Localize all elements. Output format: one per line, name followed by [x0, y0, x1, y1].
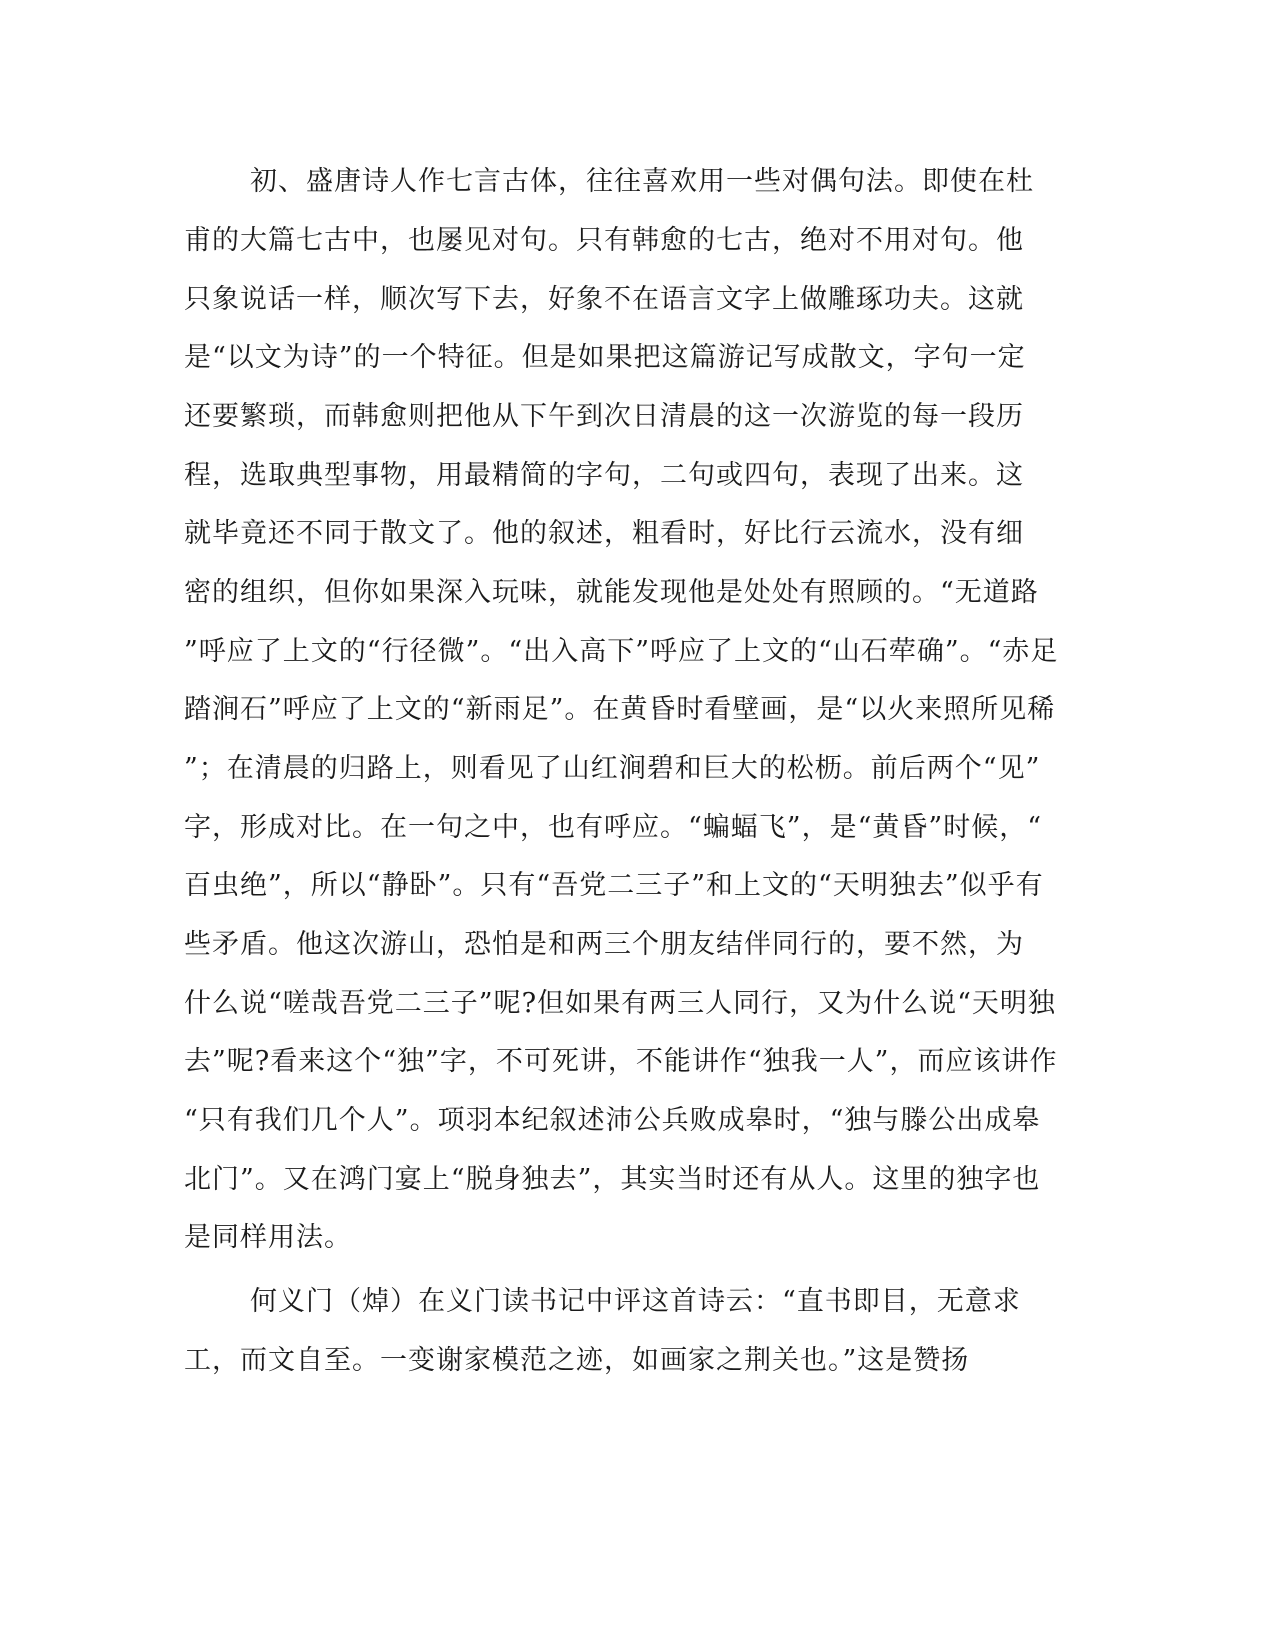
paragraph-1-line-18: 北门”。又在鸿门宴上“脱身独去”，其实当时还有从人。这里的独字也 — [184, 1164, 1041, 1195]
paragraph-1-line-5: 还要繁琐，而韩愈则把他从下午到次日清晨的这一次游览的每一段历 — [184, 401, 1024, 432]
paragraph-1-line-12: 字，形成对比。在一句之中，也有呼应。“蝙蝠飞”，是“黄昏”时候，“ — [184, 812, 1043, 843]
paragraph-1-line-17: “只有我们几个人”。项羽本纪叙述沛公兵败成皋时，“独与滕公出成皋 — [184, 1105, 1041, 1136]
paragraph-1-line-13: 百虫绝”，所以“静卧”。只有“吾党二三子”和上文的“天明独去”似乎有 — [184, 870, 1044, 901]
paragraph-1-line-15: 什么说“嗟哉吾党二三子”呢?但如果有两三人同行，又为什么说“天明独 — [184, 988, 1056, 1019]
paragraph-1-line-10: 踏涧石”呼应了上文的“新雨足”。在黄昏时看壁画，是“以火来照所见稀 — [184, 694, 1056, 725]
paragraph-1-line-9: ”呼应了上文的“行径微”。“出入高下”呼应了上文的“山石荦确”。“赤足 — [184, 636, 1059, 667]
paragraph-1-line-16: 去”呢?看来这个“独”字，不可死讲，不能讲作“独我一人”，而应该讲作 — [184, 1046, 1058, 1077]
paragraph-1-line-2: 甫的大篇七古中，也屡见对句。只有韩愈的七古，绝对不用对句。他 — [184, 225, 1024, 256]
paragraph-2-line-1: 何义门（焯）在义门读书记中评这首诗云：“直书即目，无意求 — [250, 1286, 1021, 1317]
paragraph-1-line-7: 就毕竟还不同于散文了。他的叙述，粗看时，好比行云流水，没有细 — [184, 518, 1024, 549]
paragraph-1-line-19: 是同样用法。 — [184, 1222, 352, 1253]
paragraph-1-line-14: 些矛盾。他这次游山，恐怕是和两三个朋友结伴同行的，要不然，为 — [184, 929, 1024, 960]
paragraph-1-line-8: 密的组织，但你如果深入玩味，就能发现他是处处有照顾的。“无道路 — [184, 577, 1039, 608]
paragraph-1-line-3: 只象说话一样，顺次写下去，好象不在语言文字上做雕琢功夫。这就 — [184, 284, 1024, 315]
paragraph-1-line-4: 是“以文为诗”的一个特征。但是如果把这篇游记写成散文，字句一定 — [184, 342, 1026, 373]
paragraph-2-line-2: 工，而文自至。一变谢家模范之迹，如画家之荆关也。”这是赞扬 — [184, 1345, 970, 1376]
paragraph-1-line-1: 初、盛唐诗人作七言古体，往往喜欢用一些对偶句法。即使在杜 — [250, 166, 1034, 197]
paragraph-1-line-11: ”；在清晨的归路上，则看见了山红涧碧和巨大的松枥。前后两个“见” — [184, 753, 1041, 784]
paragraph-1-line-6: 程，选取典型事物，用最精简的字句，二句或四句，表现了出来。这 — [184, 460, 1024, 491]
